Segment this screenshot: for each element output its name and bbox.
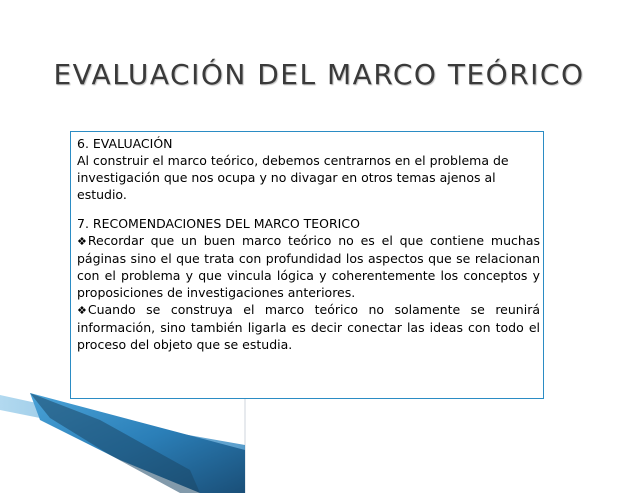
section-7-heading: 7. RECOMENDACIONES DEL MARCO TEORICO bbox=[77, 216, 360, 231]
diamond-dots-bullet-icon: ❖ bbox=[77, 235, 87, 248]
content-box bbox=[70, 131, 544, 399]
paragraph-gap bbox=[77, 203, 540, 215]
slide-title: EVALUACIÓN DEL MARCO TEÓRICO bbox=[53, 58, 585, 91]
bullet-item bbox=[77, 232, 540, 301]
diamond-dots-bullet-icon: ❖ bbox=[77, 304, 87, 317]
section-6-heading: 6. EVALUACIÓN bbox=[77, 136, 173, 151]
bullet-item bbox=[77, 301, 540, 353]
section-6-text: Al construir el marco teórico, debemos centrarnos en el problema de investigación que nos ocupa y no divagar en otros temas ajenos al estudio. bbox=[77, 153, 509, 202]
bullet-text: Cuando se construya el marco teórico no solamente se reunirá información, sino también ligarla es decir conectar las ideas con todo el proceso del objeto que se estudia. bbox=[77, 302, 540, 352]
bullet-text: Recordar que un buen marco teórico no es el que contiene muchas páginas sino el que trata con profundidad los aspectos que se relacionan con el problema y que vincula lógica y coherentemente los conceptos y proposiciones de investigaciones anteriores. bbox=[77, 233, 540, 300]
